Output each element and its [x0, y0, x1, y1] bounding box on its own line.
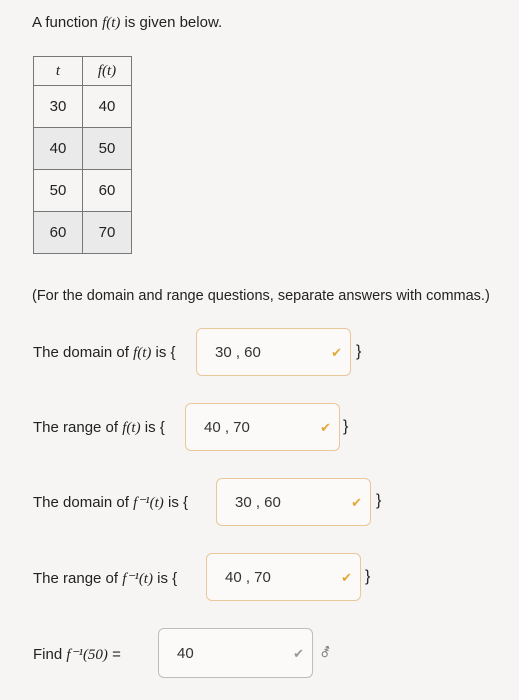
label-text: The domain of: [33, 494, 134, 511]
check-icon: ✔: [320, 420, 331, 435]
label-func: f(t): [122, 420, 141, 436]
close-brace: }: [376, 492, 382, 509]
table-cell: 40: [34, 128, 83, 170]
intro-pre: A function: [32, 14, 103, 31]
label-brace: is {: [140, 419, 165, 436]
domain-f-value: 30 , 60: [215, 344, 261, 361]
table-row: [34, 86, 132, 128]
label-func: f⁻¹(t): [133, 495, 164, 511]
close-brace: }: [343, 418, 349, 435]
label-equals: =: [107, 646, 121, 663]
check-icon: ✔: [331, 345, 342, 360]
check-icon: ✔: [351, 495, 362, 510]
table-header-ft: f(t): [83, 57, 132, 86]
check-icon: ✔: [293, 646, 304, 661]
table-cell: 30: [34, 86, 83, 128]
find-input[interactable]: [158, 628, 313, 678]
table-row: [34, 212, 132, 254]
domain-f-input[interactable]: [196, 328, 351, 376]
label-func: f⁻¹(t): [122, 571, 153, 587]
label-brace: is {: [151, 344, 176, 361]
domain-finv-value: 30 , 60: [235, 494, 281, 511]
close-brace: }: [356, 343, 362, 360]
range-f-input[interactable]: [185, 403, 340, 451]
table-cell: 40: [83, 86, 132, 128]
table-cell: 50: [34, 170, 83, 212]
label-brace: is {: [163, 494, 188, 511]
label-text: The range of: [33, 570, 123, 587]
range-f-value: 40 , 70: [204, 419, 250, 436]
label-text: Find: [33, 646, 67, 663]
table-row: [34, 128, 132, 170]
table-cell: 50: [83, 128, 132, 170]
find-label: [33, 645, 121, 664]
table-row: [34, 170, 132, 212]
table-header-t: t: [34, 57, 83, 86]
range-finv-label: [33, 569, 177, 588]
range-f-label: [33, 419, 165, 437]
intro-func: f(t): [102, 15, 121, 31]
range-finv-input[interactable]: [206, 553, 361, 601]
range-finv-value: 40 , 70: [225, 569, 271, 586]
table-cell: 60: [83, 170, 132, 212]
close-brace: }: [365, 568, 371, 585]
intro-text: [32, 14, 222, 32]
gender-icon: ⚦: [320, 645, 331, 660]
table-cell: 70: [83, 212, 132, 254]
label-func: f⁻¹(50): [66, 647, 108, 663]
table-cell: 60: [34, 212, 83, 254]
label-brace: is {: [152, 570, 178, 587]
domain-f-label: [33, 344, 176, 362]
intro-post: is given below.: [120, 14, 223, 31]
instruction-note: (For the domain and range questions, separate answers with commas.): [32, 288, 490, 304]
domain-finv-input[interactable]: [216, 478, 371, 526]
label-func: f(t): [133, 345, 152, 361]
check-icon: ✔: [341, 570, 352, 585]
label-text: The domain of: [33, 344, 134, 361]
label-text: The range of: [33, 419, 123, 436]
find-value: 40: [177, 645, 194, 662]
function-table: [33, 56, 132, 254]
domain-finv-label: [33, 493, 188, 512]
